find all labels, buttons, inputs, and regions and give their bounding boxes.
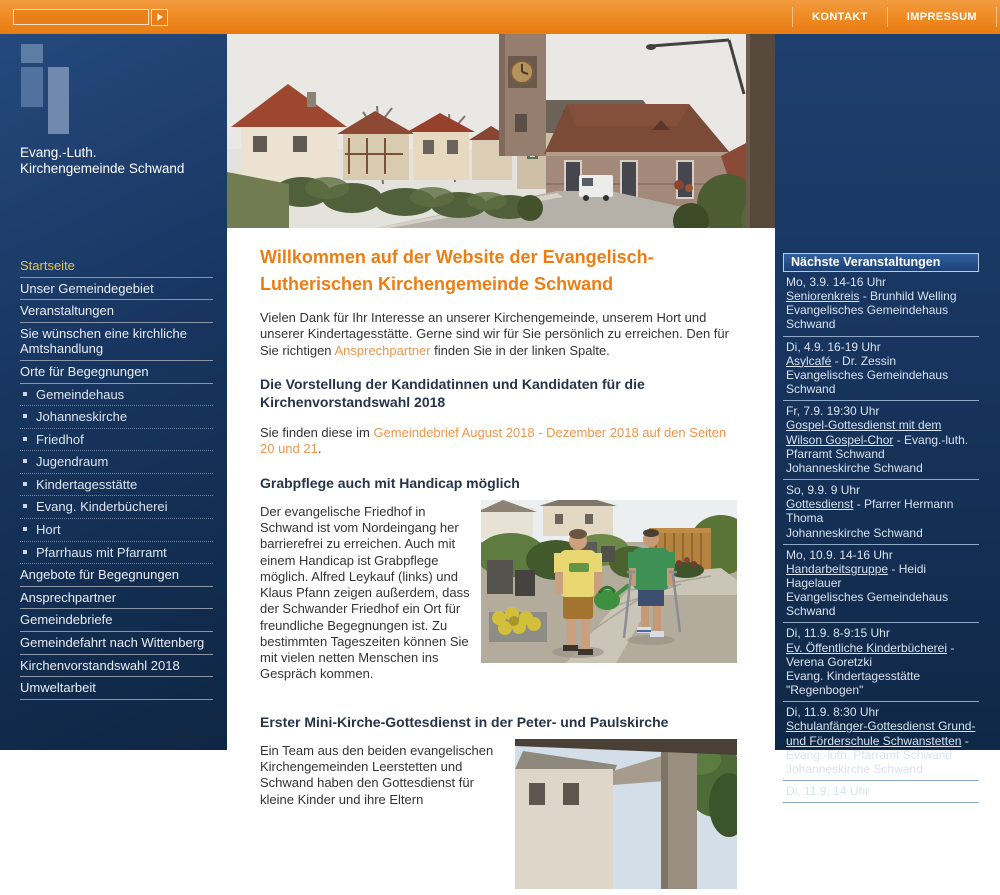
nav-item-kirchenvorstandswahl[interactable]: Kirchenvorstandswahl 2018 [20, 655, 213, 678]
event-item [783, 480, 979, 545]
bullet-icon [23, 459, 27, 463]
gemeindebrief-link[interactable]: Gemeindebrief August 2018 - Dezember 2018 auf den Seiten 20 und 21 [260, 425, 727, 457]
event-detail: - Evang.-luth. Pfarramt Schwand [786, 432, 969, 461]
bullet-icon [23, 437, 27, 441]
site-title: Evang.-Luth. Kirchengemeinde Schwand [20, 145, 185, 177]
event-item [783, 781, 979, 803]
logo-block-icon [48, 67, 69, 134]
section-heading-kandidaten: Die Vorstellung der Kandidatinnen und Kandidaten für die Kirchenvorstandswahl 2018 [260, 375, 645, 410]
nav-item-johanneskirche[interactable] [20, 406, 213, 429]
nav-item-orte[interactable]: Orte für Begegnungen [20, 361, 213, 384]
site-logo[interactable] [20, 44, 213, 136]
nav-label: Gemeindehaus [36, 386, 125, 402]
nav-item-veranstaltungen[interactable]: Veranstaltungen [20, 300, 213, 323]
nav-label: Hort [36, 522, 61, 538]
nav-label: Evang. Kinderbücherei [36, 499, 168, 515]
event-item [783, 401, 979, 480]
nav-item-ansprechpartner[interactable]: Ansprechpartner [20, 587, 213, 610]
event-link[interactable]: Seniorenkreis [786, 289, 860, 304]
kandidaten-paragraph [260, 425, 737, 458]
nav-item-gemeindefahrt[interactable]: Gemeindefahrt nach Wittenberg [20, 632, 213, 655]
nav-label: Pfarrhaus mit Pfarramt [36, 544, 167, 560]
nav-item-gemeindebriefe[interactable]: Gemeindebriefe [20, 609, 213, 632]
minikirche-paragraph [260, 743, 737, 808]
nav-item-amtshandlung[interactable]: Sie wünschen eine kirchliche Amtshandlung [20, 323, 213, 361]
intro-paragraph [260, 310, 737, 359]
text: Sie finden diese im [260, 425, 374, 441]
event-detail: - Heidi Hagelauer [786, 561, 927, 590]
play-arrow-icon [157, 13, 163, 21]
top-bar [0, 0, 1000, 34]
search-input[interactable] [13, 9, 149, 25]
nav-item-kinderbuecherei[interactable] [20, 496, 213, 519]
main-navigation [20, 255, 213, 700]
event-location: Johanneskirche Schwand [786, 761, 923, 776]
nav-item-startseite[interactable]: Startseite [20, 255, 213, 278]
event-detail: - Evang.-luth. Pfarramt Schwand [786, 733, 969, 762]
nav-item-gemeindegebiet[interactable]: Unser Gemeindegebiet [20, 278, 213, 301]
divider [996, 7, 997, 27]
nav-item-friedhof[interactable] [20, 429, 213, 452]
event-detail: - Verena Goretzki [786, 640, 955, 669]
search-submit-button[interactable] [151, 9, 168, 26]
page-title: Willkommen auf der Website der Evangelisch-Lutherischen Kirchengemeinde Schwand [260, 247, 654, 294]
event-link[interactable]: Gottesdienst [786, 497, 854, 512]
event-location: Johanneskirche Schwand [786, 525, 923, 540]
intro-text: Vielen Dank für Ihr Interesse an unserer Kirchengemeinde, unserem Hort und unserer Kindertagesstätte. Gerne sind wir für Sie persönlich zu erreichen. Den für Sie richtigen [260, 310, 729, 358]
event-date: Di, 11.9. 8:30 Uhr [786, 705, 880, 720]
text: . [317, 441, 322, 457]
event-date: Di, 11.9. 8-9:15 Uhr [786, 626, 890, 641]
bullet-icon [23, 527, 27, 531]
event-location: Evangelisches Gemeindehaus Schwand [786, 303, 949, 332]
event-link[interactable]: Handarbeitsgruppe [786, 561, 889, 576]
section-heading-grabpflege: Grabpflege auch mit Handicap möglich [260, 474, 520, 491]
left-sidebar [0, 34, 227, 750]
event-item [783, 272, 979, 337]
nav-item-gemeindehaus[interactable] [20, 384, 213, 407]
event-detail: - Brunhild Welling [859, 289, 957, 304]
logo-block-icon [21, 67, 43, 107]
event-link[interactable]: Ev. Öffentliche Kinderbücherei [786, 640, 947, 655]
right-sidebar [775, 34, 1000, 798]
nav-item-pfarrhaus[interactable] [20, 542, 213, 565]
nav-label: Jugendraum [36, 454, 109, 470]
bullet-icon [23, 504, 27, 508]
nav-label: Friedhof [36, 431, 84, 447]
nav-item-kindertagesstaette[interactable] [20, 474, 213, 497]
section-heading-minikirche: Erster Mini-Kirche-Gottesdienst in der Peter- und Paulskirche [260, 713, 669, 730]
search-form [13, 9, 168, 26]
event-link[interactable]: Asylcafé [786, 353, 832, 368]
event-date: So, 9.9. 9 Uhr [786, 483, 861, 498]
minikirche-photo [515, 739, 737, 889]
logo-block-icon [21, 44, 43, 63]
intro-text: finden Sie in der linken Spalte. [430, 342, 610, 358]
ansprechpartner-link[interactable]: Ansprechpartner [334, 342, 431, 358]
event-location: Evang. Kindertagesstätte "Regenbogen" [786, 668, 921, 698]
event-item [783, 702, 979, 781]
event-location: Evangelisches Gemeindehaus Schwand [786, 590, 949, 619]
event-date: Di, 4.9. 16-19 Uhr [786, 339, 881, 354]
grabpflege-paragraph [260, 504, 737, 683]
event-item [783, 623, 979, 702]
event-detail: - Dr. Zessin [831, 353, 897, 368]
grabpflege-text: Der evangelische Friedhof in Schwand ist vom Nordeingang her barrierefrei zu erreichen. Auch mit einem Handicap ist Grabpflege möglich. Alfred Leykauf (links) und Klaus Pfann zeigen außerdem, dass der Schwander Friedhof ein Ort für freundliche Begegnungen ist. Zu bestimmten Tageszeiten können Sie mit vielen netten Menschen ins Gespräch kommen. [260, 503, 470, 682]
nav-item-umweltarbeit[interactable]: Umweltarbeit [20, 677, 213, 700]
nav-item-jugendraum[interactable] [20, 451, 213, 474]
nav-label: Kindertagesstätte [36, 476, 138, 492]
bullet-icon [23, 392, 27, 396]
event-item [783, 337, 979, 402]
minikirche-text: Ein Team aus den beiden evangelischen Kirchengemeinden Leerstetten und Schwand haben den Gottesdienst für kleine Kinder und ihre Eltern [260, 742, 494, 807]
events-panel-title: Nächste Veranstaltungen [783, 253, 979, 272]
event-date: Di, 11.9. 14 Uhr [786, 784, 870, 798]
event-location: Johanneskirche Schwand [786, 460, 923, 475]
impressum-link[interactable]: IMPRESSUM [906, 11, 977, 23]
event-date: Fr, 7.9. 19:30 Uhr [786, 404, 880, 419]
main-content [227, 228, 775, 895]
nav-item-angebote[interactable]: Angebote für Begegnungen [20, 564, 213, 587]
bullet-icon [23, 550, 27, 554]
nav-label: Johanneskirche [36, 409, 128, 425]
kontakt-link[interactable]: KONTAKT [812, 11, 868, 23]
bullet-icon [23, 414, 27, 418]
event-item [783, 545, 979, 624]
event-link[interactable]: Schulanfänger-Gottesdienst Grund- und Förderschule Schwanstetten [786, 719, 976, 748]
friedhof-photo [481, 500, 737, 663]
event-date: Mo, 10.9. 14-16 Uhr [786, 547, 893, 562]
nav-item-hort[interactable] [20, 519, 213, 542]
top-links [792, 0, 1000, 34]
event-detail: - Pfarrer Hermann Thoma [786, 497, 954, 526]
main-column [227, 34, 775, 807]
header-photo-church-village [227, 34, 775, 228]
event-link[interactable]: Gospel-Gottesdienst mit dem Wilson Gospel-Chor [786, 418, 942, 447]
event-location: Evangelisches Gemeindehaus Schwand [786, 367, 949, 397]
event-date: Mo, 3.9. 14-16 Uhr [786, 275, 887, 289]
bullet-icon [23, 482, 27, 486]
